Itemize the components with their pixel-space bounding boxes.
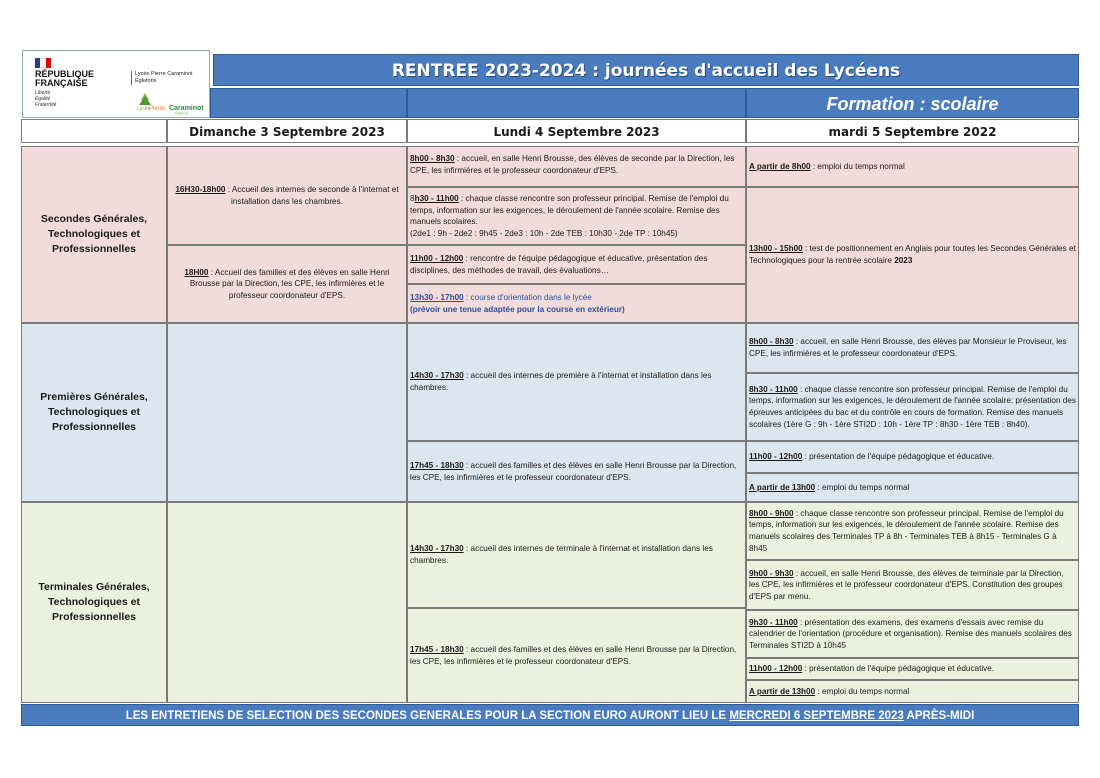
secondes-day2-accueil: 8h00 - 8h30 : accueil, en salle Henri Brousse, des élèves de seconde par la Direction, les CPE, les infirmières et le professeur coordonateur d'EPS. bbox=[407, 146, 746, 187]
terminales-day3-accueil: 9h00 - 9h30 : accueil, en salle Henri Brousse, des élèves de terminale par la Direction, les CPE, les infirmières et le professeur coordonateur d'EPS. Constitution des groupes d'EPS par menu. bbox=[746, 560, 1079, 610]
secondes-day2-equipe: 11h00 - 12h00 : rencontre de l'équipe pédagogique et éducative, présentation des disciplines, des méthodes de travail, des évaluations… bbox=[407, 245, 746, 284]
header-blank-middle bbox=[407, 88, 746, 118]
school-logo-icon bbox=[135, 91, 207, 115]
school-logo bbox=[135, 91, 207, 115]
school-name: Lycée Pierre Caraminot Égletons bbox=[135, 71, 193, 84]
premieres-day3-professeur: 8h30 - 11h00 : chaque classe rencontre son professeur principal. Remise de l'emploi du temps, information sur les exigences, le déroulement de l'année scolaire: présentation des épreuves anticipées du bac et du contrôle en cours de formation. Remise des manuels scolaires (1ère G : 9h - 1ère STI2D : 10h - 1ère TP : 8h30 - 1ère TEB : 8h40). bbox=[746, 373, 1079, 441]
secondes-day1-familles: 18H00 : Accueil des familles et des élèves en salle Henri Brousse par la Direction, les CPE, les infirmières et le professeur coordonateur d'EPS. bbox=[167, 245, 407, 323]
row-label-terminales: Terminales Générales, Technologiques et Professionnelles bbox=[21, 502, 167, 703]
premieres-day3-accueil: 8h00 - 8h30 : accueil, en salle Henri Brousse, des élèves par Monsieur le Proviseur, les CPE, les infirmières et le professeur coordonateur d'EPS. bbox=[746, 323, 1079, 373]
terminales-day1-empty bbox=[167, 502, 407, 703]
terminales-day3-professeur: 8h00 - 9h00 : chaque classe rencontre son professeur principal. Remise de l'emploi du temps, information sur les exigences, le déroulement de l'année scolaire. Remise des manuels scolaires des Terminales TP à 8h - Terminales TEB à 8h15 - Terminales G à 8h45 bbox=[746, 502, 1079, 560]
secondes-day3-test-anglais: 13h00 - 15h00 : test de positionnement en Anglais pour toutes les Secondes Générales et Technologiques pour la rentrée scolaire 2023 bbox=[746, 187, 1079, 323]
footer-date-highlight: MERCREDI 6 SEPTEMBRE 2023 bbox=[729, 710, 904, 722]
secondes-day2-course: 13h30 - 17h00 : course d'orientation dans le lycée (prévoir une tenue adaptée pour la course en extérieur) bbox=[407, 284, 746, 323]
logo-block bbox=[22, 50, 210, 118]
svg-text:Pierre: Pierre bbox=[149, 106, 166, 112]
svg-text:Caraminot: Caraminot bbox=[169, 105, 204, 112]
column-header-day1: Dimanche 3 Septembre 2023 bbox=[167, 119, 407, 143]
row-label-premieres: Premières Générales, Technologiques et Professionnelles bbox=[21, 323, 167, 502]
terminales-day3-emploi: A partir de 13h00 : emploi du temps normal bbox=[746, 680, 1079, 703]
footer-note: LES ENTRETIENS DE SELECTION DES SECONDES GENERALES POUR LA SECTION EURO AURONT LIEU LE MERCREDI 6 SEPTEMBRE 2023 APRÈS-MIDI bbox=[21, 704, 1079, 726]
terminales-day3-equipe: 11h00 - 12h00 : présentation de l'équipe pédagogique et éducative. bbox=[746, 658, 1079, 680]
logo-divider bbox=[131, 71, 132, 85]
republic-name: RÉPUBLIQUE FRANÇAISE bbox=[35, 69, 95, 88]
french-flag-icon bbox=[35, 58, 51, 68]
formation-label: Formation : scolaire bbox=[746, 88, 1079, 118]
page-title: RENTREE 2023-2024 : journées d'accueil des Lycéens bbox=[213, 54, 1079, 86]
svg-text:Égletons: Égletons bbox=[175, 111, 189, 115]
row-label-secondes: Secondes Générales, Technologiques et Professionnelles bbox=[21, 146, 167, 323]
column-header-day3: mardi 5 Septembre 2022 bbox=[746, 119, 1079, 143]
terminales-day2-internes: 14h30 - 17h30 : accueil des internes de terminale à l'internat et installation dans les chambres. bbox=[407, 502, 746, 608]
premieres-day3-equipe: 11h00 - 12h00 : présentation de l'équipe pédagogique et éducative. bbox=[746, 441, 1079, 473]
premieres-day1-empty bbox=[167, 323, 407, 502]
premieres-day2-familles: 17h45 - 18h30 : accueil des familles et des élèves en salle Henri Brousse par la Direction, les CPE, les infirmières et le professeur coordonateur d'EPS. bbox=[407, 441, 746, 502]
column-header-blank bbox=[21, 119, 167, 143]
column-header-day2: Lundi 4 Septembre 2023 bbox=[407, 119, 746, 143]
secondes-day3-emploi: A partir de 8h00 : emploi du temps normal bbox=[746, 146, 1079, 187]
secondes-day1-internes: 16H30-18h00 : Accueil des internes de seconde à l'internat et installation dans les chambres. bbox=[167, 146, 407, 245]
terminales-day3-examens: 9h30 - 11h00 : présentation des examens, des examens d'essais avec remise du calendrier de l'orientation (procédure et organisation). Remise des manuels scolaires des Terminales STI2D à 10h45 bbox=[746, 610, 1079, 658]
premieres-day3-emploi: A partir de 13h00 : emploi du temps normal bbox=[746, 473, 1079, 502]
svg-text:Lycée: Lycée bbox=[137, 106, 151, 112]
secondes-day2-professeur: 8h30 - 11h00 : chaque classe rencontre son professeur principal. Remise de l'emploi du temps, information sur les exigences, le déroulement de l'année scolaire. Remise des manuels scolaires. (2de1 : 9h - 2de2 : 9h45 - 2de3 : 10h - 2de TEB : 10h30 - 2de TP : 10h45) bbox=[407, 187, 746, 245]
header-blank-left bbox=[210, 88, 407, 118]
republic-motto: Liberté Égalité Fraternité bbox=[35, 90, 57, 108]
premieres-day2-internes: 14h30 - 17h30 : accueil des internes de première à l'internat et installation dans les chambres. bbox=[407, 323, 746, 441]
terminales-day2-familles: 17h45 - 18h30 : accueil des familles et des élèves en salle Henri Brousse par la Direction, les CPE, les infirmières et le professeur coordonateur d'EPS. bbox=[407, 608, 746, 703]
